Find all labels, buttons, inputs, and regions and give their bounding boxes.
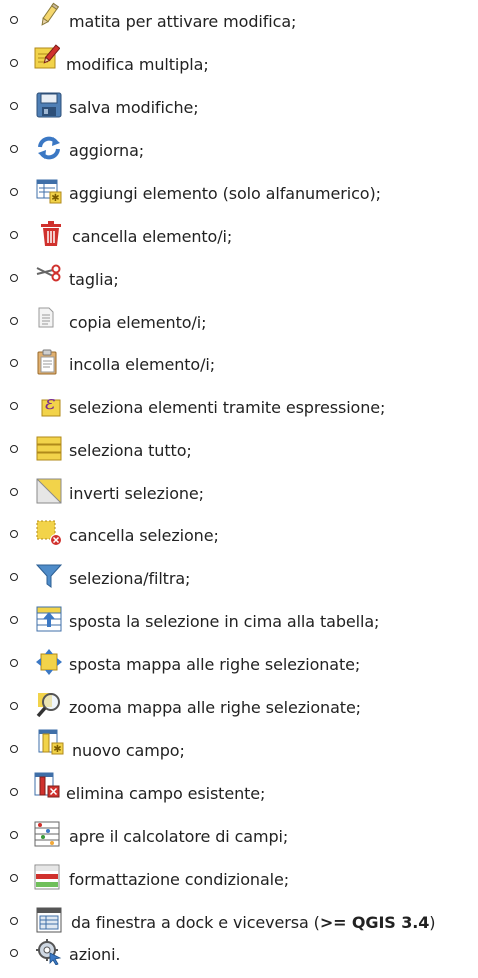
bullet — [10, 702, 18, 710]
svg-text:✱: ✱ — [51, 193, 60, 204]
list-item — [0, 46, 478, 88]
deselect-icon — [36, 520, 62, 546]
item-label: aggiorna; — [69, 141, 145, 160]
item-label: nuovo campo; — [72, 741, 185, 760]
item-label-text: da finestra a dock e viceversa ( — [71, 913, 320, 932]
item-label: azioni. — [69, 945, 121, 964]
expression-select-icon — [36, 392, 62, 418]
item-label: cancella selezione; — [69, 526, 219, 545]
list-item — [0, 775, 478, 817]
item-label: inverti selezione; — [69, 484, 204, 503]
svg-text:✱: ✱ — [53, 744, 62, 755]
bullet — [10, 874, 18, 882]
trash-icon — [38, 221, 64, 247]
list-item — [0, 304, 478, 346]
item-label: sposta mappa alle righe selezionate; — [69, 655, 361, 674]
scissors-icon — [36, 264, 62, 290]
bullet — [10, 274, 18, 282]
qgis-version-bold: >= QGIS 3.4 — [319, 913, 430, 932]
paste-icon — [36, 349, 62, 375]
list-item — [0, 560, 478, 602]
item-label: formattazione condizionale; — [69, 870, 290, 889]
item-label: matita per attivare modifica; — [69, 12, 297, 31]
list-item — [0, 475, 478, 517]
item-label: apre il calcolatore di campi; — [69, 827, 289, 846]
list-item — [0, 818, 478, 860]
bullet — [10, 788, 18, 796]
list-item — [0, 3, 478, 45]
item-label: aggiungi elemento (solo alfanumerico); — [69, 184, 381, 203]
item-label: modifica multipla; — [66, 55, 209, 74]
conditional-formatting-icon — [34, 864, 60, 890]
list-item — [0, 261, 478, 303]
bullet — [10, 445, 18, 453]
list-item — [0, 175, 478, 217]
item-label: zooma mappa alle righe selezionate; — [69, 698, 361, 717]
list-item — [0, 132, 478, 174]
zoom-to-selected-icon — [36, 692, 62, 718]
list-item — [0, 603, 478, 645]
multi-edit-pencil-icon — [34, 44, 60, 70]
bullet — [10, 145, 18, 153]
bullet — [10, 402, 18, 410]
list-item — [0, 218, 478, 260]
invert-selection-icon — [36, 478, 62, 504]
pan-to-selected-icon — [36, 649, 62, 675]
item-label: incolla elemento/i; — [69, 355, 216, 374]
item-label: salva modifiche; — [69, 98, 199, 117]
bullet — [10, 488, 18, 496]
bullet — [10, 188, 18, 196]
bullet — [10, 102, 18, 110]
bullet — [10, 530, 18, 538]
list-item — [0, 861, 478, 903]
move-selection-top-icon — [36, 606, 62, 632]
actions-icon — [36, 939, 62, 965]
list-item — [0, 432, 478, 474]
item-label: seleziona/filtra; — [69, 569, 191, 588]
field-calculator-icon — [34, 821, 60, 847]
item-label: elimina campo esistente; — [66, 784, 266, 803]
list-item — [0, 689, 478, 731]
bullet — [10, 317, 18, 325]
item-label: cancella elemento/i; — [72, 227, 233, 246]
dock-window-icon — [36, 907, 62, 933]
list-item — [0, 732, 478, 774]
bullet — [10, 616, 18, 624]
bullet — [10, 831, 18, 839]
item-label: copia elemento/i; — [69, 313, 207, 332]
bullet — [10, 359, 18, 367]
list-item — [0, 517, 478, 559]
bullet — [10, 659, 18, 667]
copy-icon — [36, 307, 62, 333]
select-all-icon — [36, 435, 62, 461]
add-feature-icon — [36, 178, 62, 204]
bullet — [10, 917, 18, 925]
item-label: taglia; — [69, 270, 119, 289]
list-item — [0, 646, 478, 688]
item-label — [71, 913, 435, 933]
item-label: seleziona elementi tramite espressione; — [69, 398, 386, 417]
bullet — [10, 16, 18, 24]
floppy-save-icon — [36, 92, 62, 118]
new-field-icon — [38, 729, 64, 755]
svg-text:ε: ε — [45, 392, 56, 414]
bullet — [10, 745, 18, 753]
bullet — [10, 231, 18, 239]
delete-field-icon — [34, 772, 60, 798]
bullet — [10, 573, 18, 581]
item-label: sposta la selezione in cima alla tabella; — [69, 612, 380, 631]
filter-icon — [36, 563, 62, 589]
pencil-icon — [36, 2, 62, 28]
item-label-text-end: ) — [429, 913, 436, 932]
list-item — [0, 346, 478, 388]
bullet — [10, 59, 18, 67]
list-item — [0, 89, 478, 131]
item-label: seleziona tutto; — [69, 441, 192, 460]
bullet — [10, 949, 18, 957]
list-item — [0, 936, 478, 978]
refresh-icon — [36, 135, 62, 161]
list-item — [0, 389, 478, 431]
